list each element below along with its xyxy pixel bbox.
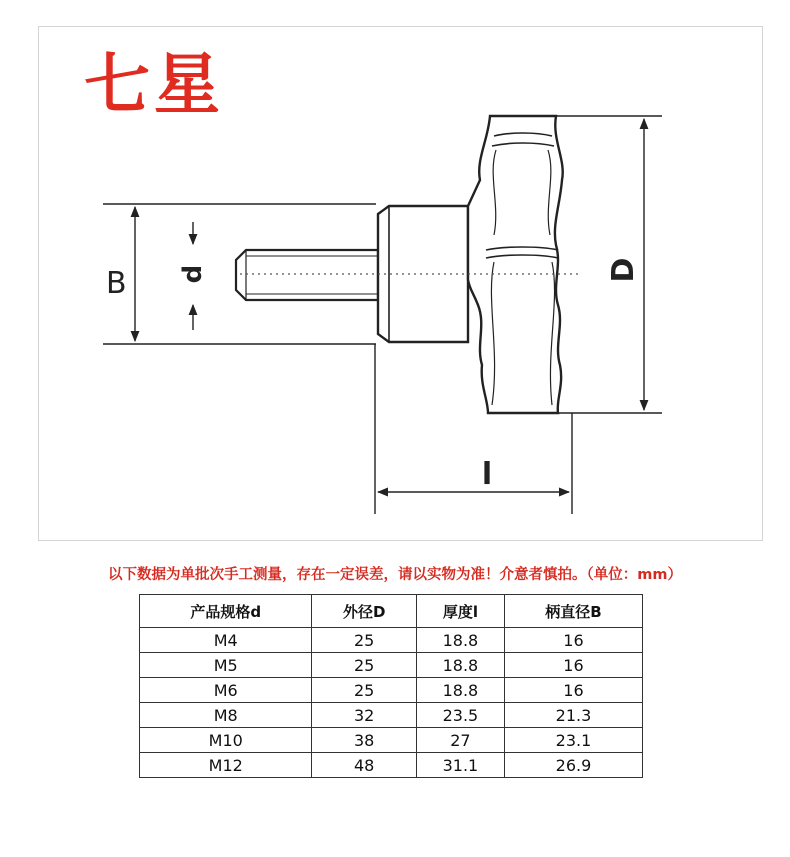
star-knob xyxy=(468,116,563,413)
threaded-stud xyxy=(236,250,378,300)
cell-shank-diameter: 16 xyxy=(504,653,642,678)
header-outer-diameter: 外径D xyxy=(312,595,416,628)
label-b: B xyxy=(106,266,127,301)
table-row xyxy=(140,653,643,678)
table-row xyxy=(140,703,643,728)
table-row xyxy=(140,753,643,778)
table-row xyxy=(140,678,643,703)
cell-spec: M5 xyxy=(140,653,312,678)
cell-outer-diameter: 38 xyxy=(312,728,416,753)
cell-thickness: 31.1 xyxy=(416,753,504,778)
cell-outer-diameter: 25 xyxy=(312,653,416,678)
cell-outer-diameter: 25 xyxy=(312,628,416,653)
cell-thickness: 18.8 xyxy=(416,628,504,653)
table-row xyxy=(140,728,643,753)
brand-title: 七星 xyxy=(84,46,224,123)
cell-shank-diameter: 23.1 xyxy=(504,728,642,753)
cell-thickness: 23.5 xyxy=(416,703,504,728)
cell-outer-diameter: 48 xyxy=(312,753,416,778)
header-shank-diameter: 柄直径B xyxy=(504,595,642,628)
cell-spec: M12 xyxy=(140,753,312,778)
cell-shank-diameter: 16 xyxy=(504,628,642,653)
cell-outer-diameter: 32 xyxy=(312,703,416,728)
cell-thickness: 18.8 xyxy=(416,678,504,703)
header-thickness: 厚度l xyxy=(416,595,504,628)
cell-spec: M6 xyxy=(140,678,312,703)
label-d: d xyxy=(178,264,208,284)
cell-spec: M10 xyxy=(140,728,312,753)
table-header-row xyxy=(140,595,643,628)
cell-thickness: 27 xyxy=(416,728,504,753)
measurement-notice: 以下数据为单批次手工测量，存在一定误差，请以实物为准！介意者慎拍。（单位：mm） xyxy=(108,567,682,583)
cell-spec: M8 xyxy=(140,703,312,728)
cell-shank-diameter: 16 xyxy=(504,678,642,703)
label-l: l xyxy=(481,457,493,492)
cell-shank-diameter: 21.3 xyxy=(504,703,642,728)
header-spec: 产品规格d xyxy=(140,595,312,628)
label-big-d: D xyxy=(606,257,641,283)
cell-spec: M4 xyxy=(140,628,312,653)
cell-outer-diameter: 25 xyxy=(312,678,416,703)
cell-thickness: 18.8 xyxy=(416,653,504,678)
table-row xyxy=(140,628,643,653)
cell-shank-diameter: 26.9 xyxy=(504,753,642,778)
spec-table xyxy=(139,594,643,778)
